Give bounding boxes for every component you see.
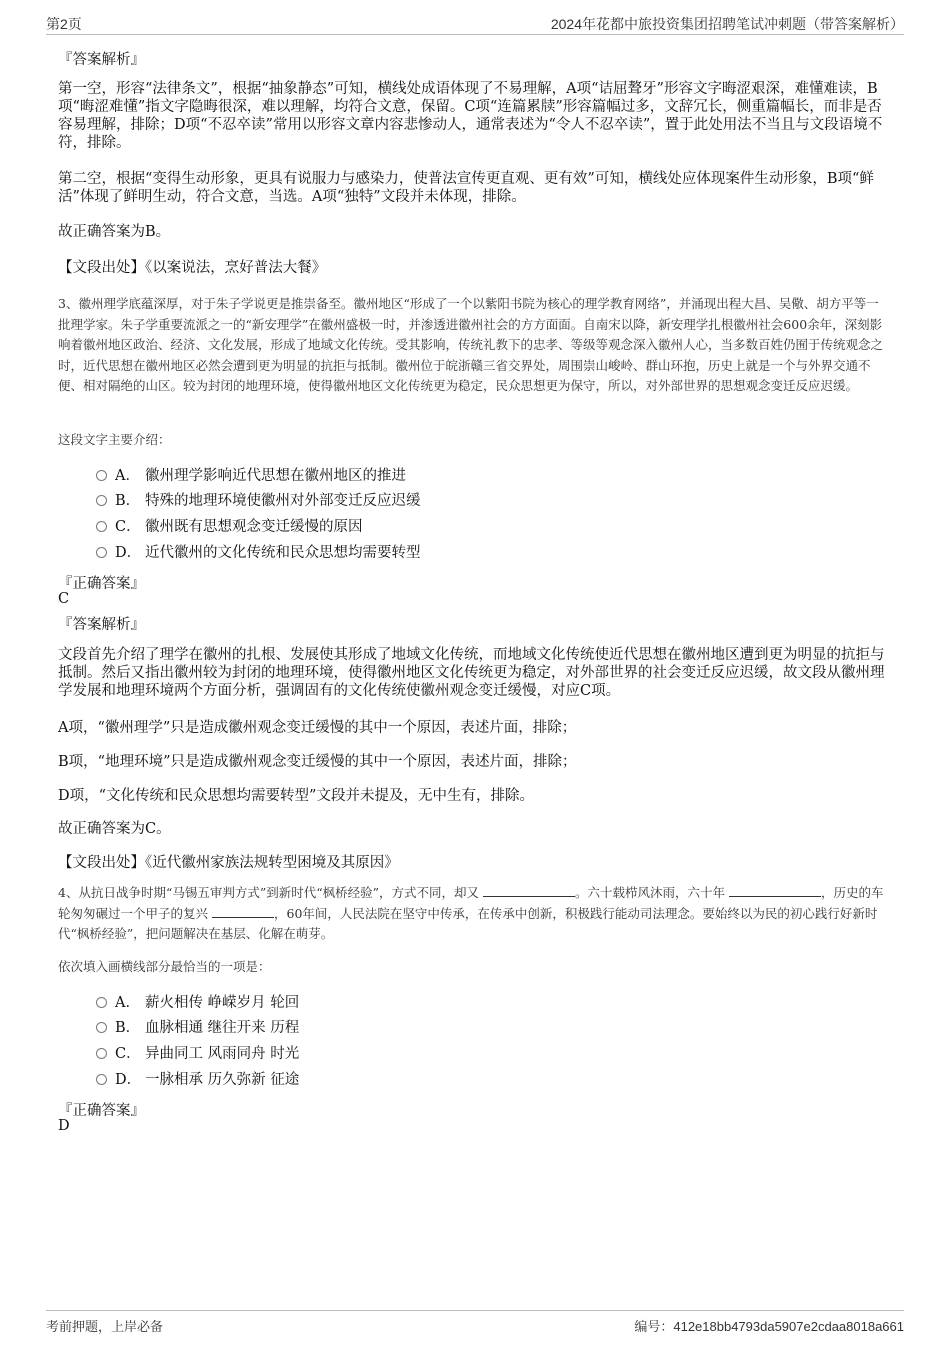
q3-option-c[interactable]: C． 徽州既有思想观念变迁缓慢的原因 [96, 517, 363, 537]
q4-option-a[interactable]: A． 薪火相传 峥嵘岁月 轮回 [96, 993, 299, 1013]
radio-icon[interactable] [96, 470, 107, 481]
q3-prompt: 这段文字主要介绍： [58, 432, 171, 447]
q3-analysis-b: B项，“地理环境”只是造成徽州观念变迁缓慢的其中一个原因，表述片面，排除； [58, 754, 577, 770]
q4-answer: D [58, 1118, 70, 1134]
q3-source: 【文段出处】《近代徽州家族法规转型困境及其原因》 [58, 855, 399, 871]
q3-option-d[interactable]: D． 近代徽州的文化传统和民众思想均需要转型 [96, 543, 421, 563]
q3-answer-label: 『正确答案』 [58, 576, 145, 592]
q3-option-a[interactable]: A． 徽州理学影响近代思想在徽州地区的推进 [96, 466, 406, 486]
q2-conclusion: 故正确答案为B。 [58, 224, 171, 240]
q4-option-c[interactable]: C． 异曲同工 风雨同舟 时光 [96, 1044, 299, 1064]
q3-option-b[interactable]: B． 特殊的地理环境使徽州对外部变迁反应迟缓 [96, 491, 421, 511]
q3-conclusion: 故正确答案为C。 [58, 821, 171, 837]
q2-analysis-para2: 第二空，根据“变得生动形象，更具有说服力与感染力，使普法宣传更直观、更有效”可知，横线处应体现案件生动形象，B项“鲜活”体现了鲜明生动，符合文意，当选。A项“独特”文段并未体现，排除。 [58, 171, 874, 205]
q2-analysis-para1: 第一空，形容“法律条文”，根据“抽象静态”可知，横线处成语体现了不易理解，A项“诘屈聱牙”形容文字晦涩艰深，难懂难读，B项“晦涩难懂”指文字隐晦很深，难以理解，均符合文意，保留。C项“连篇累牍”形容篇幅过多，文辞冗长，侧重篇幅长，而非是否容易理解，排除；D项“不忍卒读”常用以形容文章内容悲惨动人，通常表述为“令人不忍卒读”，置于此处用法不当且与文段语境不符，排除。 [58, 81, 883, 151]
q3-analysis-label: 『答案解析』 [58, 617, 145, 633]
footer-slogan: 考前押题，上岸必备 [46, 1319, 164, 1334]
blank-2 [729, 884, 821, 897]
q4-option-d[interactable]: D． 一脉相承 历久弥新 征途 [96, 1070, 299, 1090]
document-code: 编号：412e18bb4793da5907e2cdaa8018a661 [634, 1319, 904, 1334]
q2-analysis-label: 『答案解析』 [58, 52, 145, 68]
radio-icon[interactable] [96, 1074, 107, 1085]
q3-analysis-a: A项，“徽州理学”只是造成徽州观念变迁缓慢的其中一个原因，表述片面，排除； [58, 720, 577, 736]
radio-icon[interactable] [96, 1022, 107, 1033]
q2-source: 【文段出处】《以案说法，烹好普法大餐》 [58, 260, 327, 276]
radio-icon[interactable] [96, 495, 107, 506]
q4-prompt: 依次填入画横线部分最恰当的一项是： [58, 959, 271, 974]
document-title: 2024年花都中旅投资集团招聘笔试冲刺题（带答案解析） [550, 16, 904, 32]
q4-answer-label: 『正确答案』 [58, 1103, 145, 1119]
blank-1 [483, 884, 575, 897]
q3-analysis: 文段首先介绍了理学在徽州的扎根、发展使其形成了地域文化传统，而地域文化传统使近代思想在徽州地区遭到更为明显的抗拒与抵制。然后又指出徽州较为封闭的地理环境，使得徽州地区文化传统更为稳定，对外部世界的社会变迁反应迟缓，故文段从徽州理学发展和地理环境两个方面分析，强调固有的文化传统使徽州观念变迁缓慢，对应C项。 [58, 647, 885, 699]
page-header [46, 14, 904, 35]
radio-icon[interactable] [96, 521, 107, 532]
radio-icon[interactable] [96, 1048, 107, 1059]
radio-icon[interactable] [96, 547, 107, 558]
q3-analysis-d: D项，“文化传统和民众思想均需要转型”文段并未提及，无中生有，排除。 [58, 788, 534, 804]
blank-3 [212, 905, 274, 918]
q4-stem: 4、从抗日战争时期“马锡五审判方式”到新时代“枫桥经验”，方式不同，却又 。六十载栉风沐雨，六十年 ，历史的车轮匆匆碾过一个甲子的复兴 ，60年间，人民法院在坚守中传承，在传承中创新，积极践行能动司法理念。要始终以为民的初心践行好新时代“枫桥经验”，把问题解决在基层、化解在萌芽。 [58, 885, 884, 941]
page-number: 第2页 [46, 16, 82, 32]
q3-stem: 3、徽州理学底蕴深厚，对于朱子学说更是推崇备至。徽州地区“形成了一个以紫阳书院为核心的理学教育网络”，并涌现出程大昌、吴儆、胡方平等一批理学家。朱子学重要流派之一的“新安理学”在徽州盛极一时，并渗透进徽州社会的方方面面。自南宋以降，新安理学扎根徽州社会600余年，深刻影响着徽州地区政治、经济、文化发展，形成了地域文化传统。受其影响，传统礼教下的忠孝、等级等观念深入徽州人心，当多数百姓仍囿于传统观念之时，近代思想在徽州地区必然会遭到更为明显的抗拒与抵制。徽州位于皖浙赣三省交界处，周围崇山峻岭、群山环抱，历史上就是一个与外界交通不便、相对隔绝的山区。较为封闭的地理环境，使得徽州地区文化传统更为稳定，民众思想更为保守，所以，对外部世界的思想观念变迁反应迟缓。 [58, 296, 884, 393]
q4-option-b[interactable]: B． 血脉相通 继往开来 历程 [96, 1018, 299, 1038]
q3-answer: C [58, 591, 70, 607]
radio-icon[interactable] [96, 997, 107, 1008]
page-footer [46, 1310, 904, 1341]
